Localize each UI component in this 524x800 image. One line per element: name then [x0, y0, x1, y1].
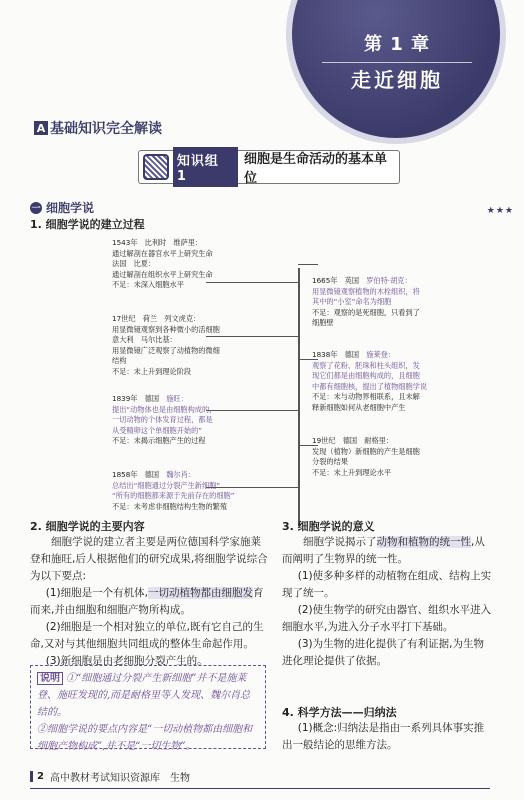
event-head: 1838年 德国: [312, 350, 367, 359]
point-1: [30, 585, 268, 619]
event-line: 法国 比夏：: [112, 259, 156, 268]
note-line-1: ①“细胞通过分裂产生新细胞”并不是施莱登、施旺发现的,而是耐格里等人发现、魏尔肖总结的。: [37, 673, 251, 718]
event-line: 不足：未上升到理论阶段: [112, 366, 192, 376]
event-line: 分裂的结果: [312, 457, 348, 466]
event-limitation: 不足：未揭示细胞产生的过程: [112, 436, 206, 445]
event-limitation: 不足：未与动物界相联系，且未解: [312, 392, 420, 401]
event-limitation: 细胞壁: [312, 318, 334, 327]
heading-induction-method: 4. 科学方法——归纳法: [282, 706, 397, 719]
page-footer: [30, 769, 190, 784]
sig-pre: 细胞学说揭示了: [303, 536, 377, 548]
event-line: 观察了花粉、胚珠和柱头组织，发: [312, 360, 420, 370]
event-line: 19世纪 德国 耐格里：: [312, 436, 394, 445]
heading-main-content: 2. 细胞学说的主要内容: [30, 520, 145, 533]
note-box: [30, 665, 266, 752]
left-column-body: [30, 534, 268, 670]
event-line: 一切动物的个体发育过程，都是: [112, 415, 213, 424]
footer-rule: [30, 788, 490, 789]
heading-establishment-process: 1. 细胞学说的建立过程: [30, 218, 145, 231]
event-line: 用显微镜广泛观察了动植物的微细: [112, 345, 220, 355]
timeline-diagram: [30, 232, 494, 522]
heading-cell-theory: [30, 199, 94, 216]
event-line: 其中的“小室”命名为细胞: [312, 297, 392, 306]
chapter-number: 第 1 章: [322, 30, 472, 63]
event-line: 不足：未深入细胞水平: [112, 280, 184, 289]
timeline-event-hooke: [312, 276, 484, 329]
sig-highlight: 动物和植物的统一性: [376, 536, 471, 548]
event-line: 结构: [112, 356, 127, 365]
section-a-heading: [34, 118, 162, 138]
point-1-highlight: 一切动植物都由细胞发: [147, 587, 253, 599]
event-limitation: 不足：观察的是死细胞，只看到了: [312, 307, 420, 317]
note-label: 说明: [37, 672, 63, 685]
sig-point-3: (3)为生物的进化提供了有利证据,为生物进化理论提供了依据。: [282, 638, 484, 667]
point-1-text: (1)细胞是一个有机体,: [45, 587, 148, 599]
event-scientist: 施旺：: [166, 394, 188, 403]
knowledge-group-title: 细胞是生命活动的基本单位: [244, 152, 388, 186]
event-line: 发现（植物）新细胞的产生是细胞: [312, 446, 420, 456]
timeline-event-schwann: [112, 394, 282, 447]
event-line: 总结出“细胞通过分裂产生新细胞”: [112, 480, 221, 490]
event-limitation: 释新细胞如何从老细胞中产生: [312, 402, 406, 412]
knowledge-group-banner: [138, 150, 400, 184]
timeline-event-schleiden: [312, 350, 484, 413]
connector-line: [298, 264, 318, 265]
event-head: 1839年 德国: [112, 394, 167, 403]
event-line: 通过解剖在组织水平上研究生命: [112, 269, 213, 279]
note-line-2: ②细胞学说的要点内容是“一切动植物都由细胞和细胞产物构成”,并不是“一切生物”。: [37, 724, 253, 752]
timeline-event-vesalius: [112, 238, 272, 291]
event-line: 用显微镜观察植物的木栓组织，将: [312, 286, 420, 296]
event-line: 不足：未上升到理论水平: [312, 467, 392, 477]
event-line: 中都有细胞核，提出了植物细胞学说: [312, 381, 428, 391]
heading-significance: 3. 细胞学说的意义: [282, 520, 375, 533]
event-head: 1665年 英国: [312, 276, 367, 285]
event-line: 从受精卵这个单细胞开始的”: [112, 425, 202, 435]
timeline-event-leeuwenhoek: [112, 314, 282, 377]
event-line: 现它们都是由细胞构成的，且细胞: [312, 371, 420, 380]
event-line: “所有的细胞都来源于先前存在的细胞”: [112, 491, 235, 500]
event-scientist: 罗伯特·胡克：: [366, 276, 412, 285]
significance-paragraph: [282, 534, 494, 568]
event-line: 用显微镜观察到各种微小的活细胞: [112, 324, 220, 334]
timeline-event-nageli: [312, 436, 484, 478]
timeline-axis: [298, 268, 300, 526]
right-column-body: [282, 534, 494, 670]
point-2: (2)细胞是一个相对独立的单位,既有它自己的生命,又对与其他细胞共同组成的整体生命起作用。: [30, 621, 264, 650]
event-line: 17世纪 荷兰 列文虎克：: [112, 314, 201, 323]
event-scientist: 魏尔肖：: [166, 470, 195, 479]
knowledge-group-icon: [143, 154, 169, 180]
timeline-event-virchow: [112, 470, 292, 512]
knowledge-group-tag: 知识组 1: [173, 147, 238, 187]
sig-point-2: (2)使生物学的研究由器官、组织水平进入细胞水平,为进入分子水平打下基础。: [282, 604, 492, 633]
right-column-body-2: [282, 720, 494, 754]
event-line: 1543年 比利时 维萨里：: [112, 238, 203, 247]
section-a-badge: A: [34, 121, 48, 135]
event-scientist: 施莱登：: [366, 350, 395, 359]
difficulty-stars: ★★★: [486, 206, 514, 216]
section-a-title: 基础知识完全解读: [50, 121, 162, 137]
induction-concept: (1)概念:归纳法是指由一系列具体事实推出一般结论的思维方法。: [282, 722, 485, 751]
event-limitation: 不足：未考虑非细胞结构生物的繁殖: [112, 501, 228, 511]
event-line: 提出“动物体也是由细胞构成的，: [112, 404, 217, 414]
event-head: 1858年 德国: [112, 470, 167, 479]
heading-text: 细胞学说: [46, 201, 95, 215]
event-line: 意大利 马尔比基：: [112, 335, 177, 344]
point-1-rest: 育而来,并由细胞和细胞产物所构成。: [30, 587, 264, 616]
point-3: (3)新细胞是由老细胞分裂产生的。: [45, 655, 208, 667]
page-number: 2: [30, 771, 44, 782]
event-line: 通过解剖在器官水平上研究生命: [112, 248, 213, 258]
sig-point-1: (1)使多种多样的动植物在组成、结构上实现了统一。: [282, 570, 492, 599]
paragraph-intro: 细胞学说的建立者主要是两位德国科学家施莱登和施旺,后人根据他们的研究成果,将细胞学说综合为以下要点:: [30, 536, 268, 582]
chapter-title: 走近细胞: [351, 68, 443, 92]
sig-post: ,从而阐明了生物界的统一性。: [282, 536, 485, 565]
heading-badge: 一: [30, 202, 42, 214]
footer-text: 高中教材考试知识资源库 生物: [49, 773, 190, 784]
